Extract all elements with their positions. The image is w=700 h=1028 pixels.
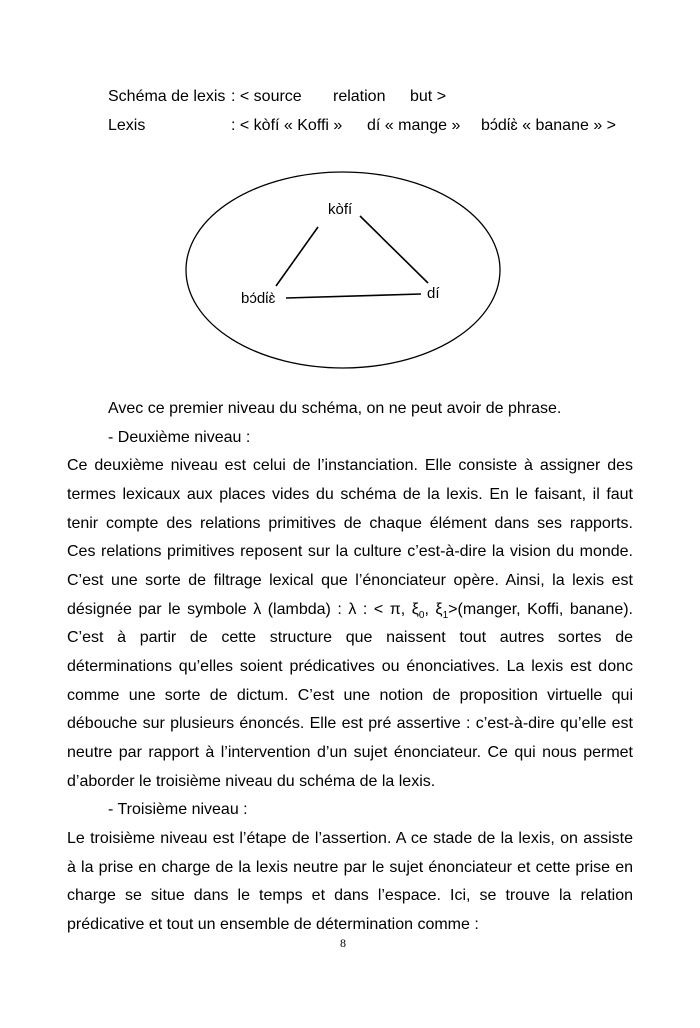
lambda-text: désignée par le symbole λ (lambda) : λ : < π, ξ [67,601,419,618]
diagram-node-bodie: bɔ́dίɛ̀ [241,290,276,307]
text-line: à la prise en charge de la lexis neutre par le sujet énonciateur et cette prise en [67,859,633,876]
text-line: Le troisième niveau est l’étape de l’assertion. A ce stade de la lexis, on assiste [67,830,633,847]
text-line: C’est une sorte de filtrage lexical que l’énonciateur opère. Ainsi, la lexis est [67,572,633,589]
text-line-lambda [67,600,633,620]
text-line: neutre par rapport à l’intervention d’un sujet énonciateur. Ce qui nous permet [67,744,633,761]
heading-second-level: - Deuxième niveau : [108,429,251,446]
text-line: débouche sur plusieurs énoncés. Elle est pré assertive : c’est-à-dire qu’elle est [67,715,633,732]
diagram-node-di: dí [427,285,440,302]
text-line: C’est à partir de cette structure que naissent tout autres sortes de [67,629,633,646]
text-line: déterminations qu’elles soient prédicatives ou énonciatives. La lexis est donc [67,658,633,675]
subscript-0: 0 [418,610,425,622]
text-line: termes lexicaux aux places vides du schéma de la lexis. En le faisant, il faut [67,486,633,503]
lambda-text-2: , ξ [424,601,443,618]
paragraph-first-level-conclusion: Avec ce premier niveau du schéma, on ne peut avoir de phrase. [108,400,562,417]
edge-top-right [360,216,428,283]
text-line: Ces relations primitives reposent sur la culture c’est-à-dire la vision du monde. [67,543,633,560]
text-line: Ce deuxième niveau est celui de l’instanciation. Elle consiste à assigner des [67,457,633,474]
schema-relation: relation [333,88,386,105]
page-number: 8 [340,936,346,950]
edge-top-left [276,227,318,286]
text-line: prédicative et tout un ensemble de détermination comme : [67,916,479,933]
text-line: tenir compte des relations primitives de chaque élément dans ses rapports. [67,515,633,532]
lexis-mange: dí « mange » [367,117,461,134]
lexis-label: Lexis [108,117,146,134]
schema-label: Schéma de lexis [108,88,226,105]
schema-source: : < source [231,88,302,105]
lexis-koffi: : < kòfí « Koffi » [231,117,343,134]
text-line: comme une sorte de dictum. C’est une notion de proposition virtuelle qui [67,687,633,704]
heading-third-level: - Troisième niveau : [108,801,248,818]
edge-bottom [286,294,421,298]
schema-but: but > [410,88,447,105]
diagram-node-kofi: kòfí [328,201,353,218]
lexis-banane: bɔ́dίɛ̀ « banane » > [481,117,616,134]
subscript-1: 1 [442,610,449,622]
text-line: charge se situe dans le temps et dans l’espace. Ici, se trouve la relation [67,887,633,904]
lambda-text-3: >(manger, Koffi, banane). [448,601,634,618]
text-line: d’aborder le troisième niveau du schéma de la lexis. [67,773,436,790]
